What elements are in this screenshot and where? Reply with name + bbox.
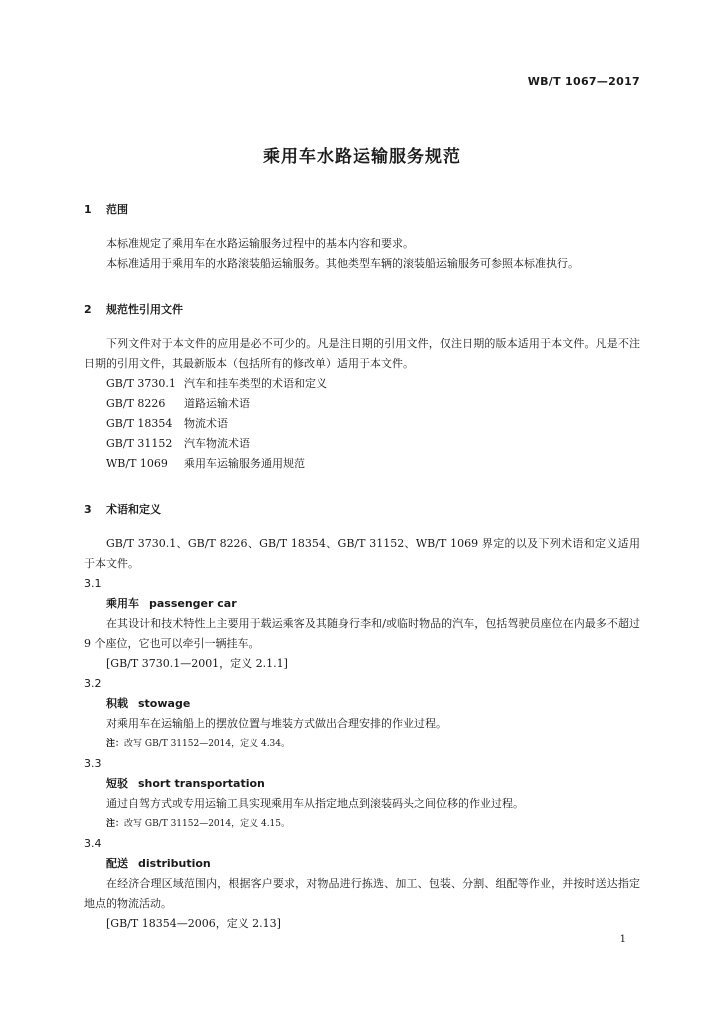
term-heading: 乘用车 passenger car	[106, 597, 237, 610]
section-number: 3	[84, 503, 92, 516]
term-number: 3.2	[84, 677, 102, 690]
section-1-heading	[84, 200, 640, 220]
section-2-intro: 下列文件对于本文件的应用是必不可少的。凡是注日期的引用文件，仅注日期的版本适用于本文件。凡是不注日期的引用文件，其最新版本（包括所有的修改单）适用于本文件。	[84, 337, 640, 370]
term-definition: 通过自驾方式或专用运输工具实现乘用车从指定地点到滚装码头之间位移的作业过程。	[106, 797, 524, 810]
page-number: 1	[619, 934, 626, 945]
term-note: 注：改写 GB/T 31152—2014，定义 4.34。	[106, 739, 291, 749]
term-definition: 在经济合理区域范围内，根据客户要求，对物品进行拣选、加工、包装、分割、组配等作业，并按时送达指定地点的物流活动。	[84, 877, 640, 910]
section-1-paragraph-1: 本标准规定了乘用车在水路运输服务过程中的基本内容和要求。	[106, 237, 414, 250]
term-source: [GB/T 18354—2006，定义 2.13]	[106, 917, 281, 930]
section-number: 1	[84, 203, 92, 216]
term-heading: 短驳 short transportation	[106, 777, 265, 790]
reference-item: GB/T 31152 汽车物流术语	[106, 437, 250, 450]
reference-item: WB/T 1069 乘用车运输服务通用规范	[106, 457, 305, 470]
document-title: 乘用车水路运输服务规范	[263, 147, 461, 167]
term-number: 3.1	[84, 577, 102, 590]
term-source: [GB/T 3730.1—2001，定义 2.1.1]	[106, 657, 288, 670]
term-definition: 对乘用车在运输船上的摆放位置与堆装方式做出合理安排的作业过程。	[106, 717, 447, 730]
section-1-paragraph-2: 本标准适用于乘用车的水路滚装船运输服务。其他类型车辆的滚装船运输服务可参照本标准执行。	[106, 257, 579, 270]
term-definition: 在其设计和技术特性上主要用于载运乘客及其随身行李和/或临时物品的汽车，包括驾驶员座位在内最多不超过 9 个座位，它也可以牵引一辆挂车。	[84, 617, 640, 650]
term-heading: 配送 distribution	[106, 857, 211, 870]
reference-item: GB/T 3730.1 汽车和挂车类型的术语和定义	[106, 377, 327, 390]
term-heading: 积载 stowage	[106, 697, 191, 710]
section-title: 规范性引用文件	[106, 303, 183, 316]
reference-item: GB/T 18354 物流术语	[106, 417, 228, 430]
section-3-intro: GB/T 3730.1、GB/T 8226、GB/T 18354、GB/T 31152、WB/T 1069 界定的以及下列术语和定义适用于本文件。	[84, 537, 640, 570]
section-title: 范围	[106, 203, 128, 216]
document-body	[84, 200, 640, 934]
section-3-heading	[84, 500, 640, 520]
reference-item: GB/T 8226 道路运输术语	[106, 397, 250, 410]
section-title: 术语和定义	[106, 503, 161, 516]
standard-code: WB/T 1067—2017	[527, 75, 640, 88]
term-number: 3.4	[84, 837, 102, 850]
section-2-heading	[84, 300, 640, 320]
term-number: 3.3	[84, 757, 102, 770]
term-note: 注：改写 GB/T 31152—2014，定义 4.15。	[106, 819, 291, 829]
section-number: 2	[84, 303, 92, 316]
